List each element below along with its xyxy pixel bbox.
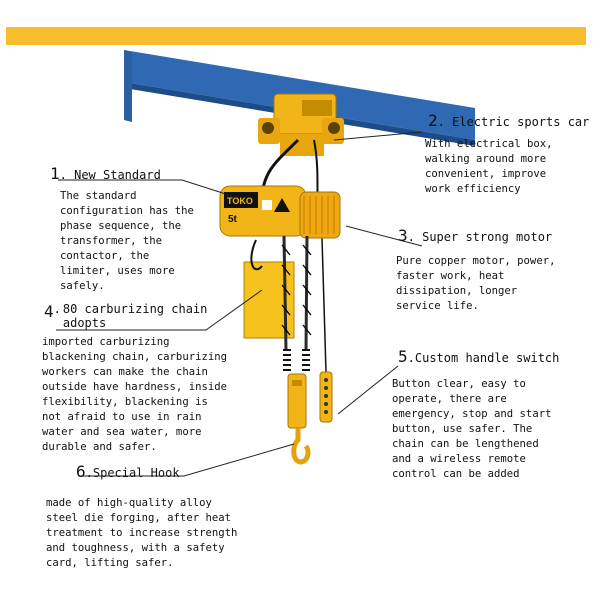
hook [288, 374, 308, 462]
feature-2-description: With electrical box, walking around more convenient, improve work efficiency [425, 138, 553, 195]
feature-6-heading: 6.Special Hook [76, 462, 180, 481]
motor [220, 186, 340, 238]
feature-5-description: Button clear, easy to operate, there are emergency, stop and start button, use safer. The chain can be lengthened and a wireless remote control can be added [392, 378, 552, 480]
feature-1-description: The standard configuration has the phase sequence, the transformer, the contactor, the limiter, uses more safely. [60, 190, 194, 292]
pendant-switch [320, 372, 332, 422]
feature-6-description: made of high-quality alloy steel die forging, after heat treatment to increase strength and toughness, with a safety card, lifting safer. [46, 497, 238, 569]
feature-3-heading: 3. Super strong motor [398, 226, 553, 245]
feature-2-heading: 2. Electric sports car [428, 111, 590, 130]
brand-label: TOKO [227, 196, 253, 206]
capacity-label: 5t [228, 214, 237, 225]
feature-4-description: imported carburizing blackening chain, carburizing workers can make the chain outside have hardness, inside flexibility, blackening is not afraid to use in rain water and sea water, more durable and safer. [42, 336, 227, 453]
feature-5-heading: 5.Custom handle switch [398, 347, 560, 366]
feature-4-heading: 4 . 80 carburizing chain adopts [44, 302, 208, 330]
feature-1-heading: 1. New Standard [50, 164, 161, 183]
feature-3-description: Pure copper motor, power, faster work, heat dissipation, longer service life. [396, 255, 556, 312]
